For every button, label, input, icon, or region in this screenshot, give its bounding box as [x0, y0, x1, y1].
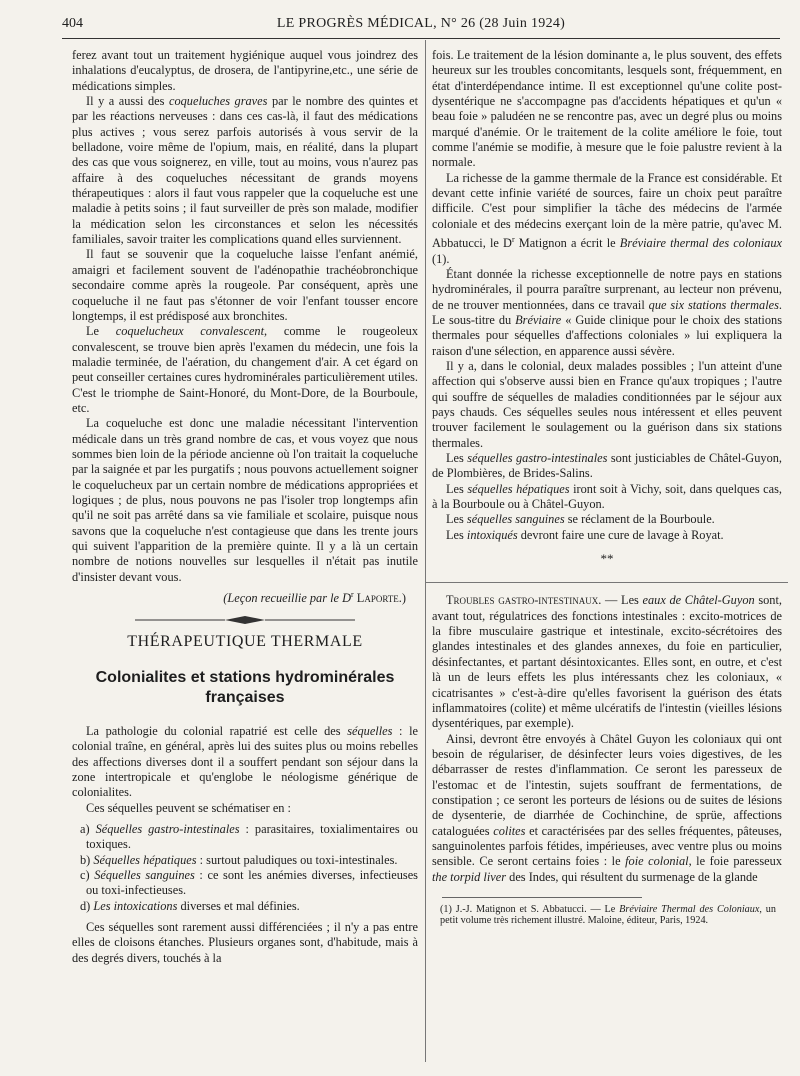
column-divider [425, 40, 426, 1062]
paragraph: fois. Le traitement de la lésion dominante a, le plus souvent, des effets heureux sur les troubles concomitants, lesquels sont, fréquemment, en état d'interdépendance intime. Il est exceptionnel qu'une colite post-dysentérique ne s'accompagne pas d'accidents hépatiques et qu'un « beau foie » paludéen ne se rencontre pas, avec un degré plus ou moins marqué d'anémie. Or le traitement de la colite améliore le foie, tout comme l'anémie se modifie, à mesure que le foie palustre revient à la normale. [432, 48, 782, 170]
paragraph: Troubles gastro-intestinaux. — Les eaux de Châtel-Guyon sont, avant tout, régulatrices des fonctions intestinales : excito-motrices de la fibre musculaire gastrique et intestinale, excito-sécrétoires des glandes intestinales et des glandes annexes, du foie en particulier, désinfectantes, et partant désintoxicantes. Elles sont, en outre, et c'est là un de leurs effets les plus intéressants chez les coloniaux, « cicatrisantes » c'est-à-dire qu'elles favorisent la guérison des états inflammatoires (colite) et même ulcératifs de l'intestin (vieilles lésions dysentériques, par exemple). [432, 593, 782, 731]
paragraph: ferez avant tout un traitement hygiénique auquel vous joindrez des inhalations d'eucalyptus, de drosera, de l'antipyrine,etc., une série de médications simples. [72, 48, 418, 93]
paragraph: Les séquelles sanguines se réclament de la Bourboule. [446, 512, 715, 527]
paragraph: Ces séquelles sont rarement aussi différenciées ; il n'y a pas entre elles de cloisons étanches. Plusieurs organes sont, d'habitude, mais à des degrés divers, touchés à la [72, 919, 418, 965]
paragraph: La pathologie du colonial rapatrié est celle des séquelles : le colonial traîne, en général, après lui des suites plus ou moins rebelles des affections diverses dont il a souffert pendant son séjour dans la zone intertropicale et qu'englobe le néologisme générique de colonialites. [72, 723, 418, 800]
paragraph: Il faut se souvenir que la coqueluche laisse l'enfant anémié, amaigri et facilement souvent de l'adénopathie trachéobronchique secondaire comme après la rougeole. Par conséquent, après une coqueluche il ne faut pas s'étonner de voir l'enfant tousser encore longtemps, il est prédisposé aux bronchites. [72, 247, 418, 323]
journal-title: LE PROGRÈS MÉDICAL, N° 26 (28 Juin 1924) [276, 16, 566, 31]
paragraph: La richesse de la gamme thermale de la France est considérable. Et devant cette infinie variété de sources, faire un choix peut paraître difficile. C'est pour simplifier la tâche des médecins de l'armée coloniale et des médecins exerçant loin de la mère patrie, qu'avec M. Abbatucci, le $D^r$ Matignon a écrit le Bréviaire thermal des coloniaux (1). [432, 170, 782, 266]
paragraph: Étant donnée la richesse exceptionnelle de notre pays en stations hydrominérales, il pourra paraître surprenant, au lecteur non prévenu, de ne trouver mentionnées, dans ce travail que six stations thermales. Le sous-titre du Bréviaire « Guide clinique pour le choix des stations thermales pour séquelles d'affections coloniales » lui expliquera la raison d'une sélection, en apparence aussi sévère. [432, 266, 783, 358]
paragraph: Les séquelles hépatiques iront soit à Vichy, soit, dans quelques cas, à la Bourboule ou à Châtel-Guyon. [432, 481, 782, 512]
section-rule [426, 582, 788, 583]
footnote-rule [442, 897, 642, 898]
paragraph: Les intoxiqués devront faire une cure de lavage à Royat. [446, 527, 724, 542]
ornament-divider [72, 614, 418, 624]
lecture-signature: (Leçon recueillie par le $D^r$ Laporte.) [223, 590, 406, 606]
paragraph: Ainsi, devront être envoyés à Châtel Guyon les coloniaux qui ont besoin de régulariser, de désinfecter leurs voies digestives, de les débarrasser de restes d'inflammation. Ce seront les paresseux de l'estomac et de l'intestin, sujets souffrant de fermentations, de constipation ; ce seront les porteurs de lésions ou de suites de lésions de dysenterie, de diarrhée de Cochinchine, de sprüe, affections cataloguées colites et caractérisées par des selles fréquentes, pâteuses, sanguinolentes parfois fétides, impérieuses, avec ventre plus ou moins sensible. Ce seront certains foies : le foie colonial, le foie paresseux the torpid liver des Indes, qui résultent du surmenage de la glande [432, 731, 782, 884]
paragraph: Le coquelucheux convalescent, comme le rougeoleux convalescent, se trouve bien après l'examen du médecin, une fois la maladie terminée, de l'aération, du changement d'air. A cet égard on peut conseiller certaines cures hydrominérales particulièrement utiles. C'est le triomphe de Saint-Honoré, du Mont-Dore, de la Bourboule, etc. [72, 324, 419, 415]
right-column [432, 48, 782, 927]
section-title: THÉRAPEUTIQUE THERMALE [127, 633, 363, 651]
header-rule [62, 38, 780, 39]
page-number: 404 [62, 16, 83, 31]
list-item: c) Séquelles sanguines : ce sont les anémies diverses, infectieuses ou toxi-infectieuses. [80, 867, 418, 898]
footnote: (1) J.-J. Matignon et S. Abbatucci. — Le Bréviaire Thermal des Coloniaux, un petit volume très richement illustré. Maloine, éditeur, Paris, 1924. [440, 903, 776, 927]
list-item: b) Séquelles hépatiques : surtout paludiques ou toxi-intestinales. [80, 852, 398, 867]
page-header [62, 14, 780, 36]
left-column [72, 48, 418, 966]
article-title: Colonialites et stations hydrominérales françaises [95, 668, 395, 706]
list-item: d) Les intoxications diverses et mal définies. [80, 898, 300, 913]
paragraph: Il y a aussi des coqueluches graves par le nombre des quintes et par les réactions nerveuses : dans ces cas-là, il faut des médications plus actives ; vous serez parfois autorisés à vous servir de la belladone, voire même de l'opium, mais, en réalité, dans la plupart des cas que vous soignerez, en ville, tout au moins, vous n'aurez pas affaire à des coqueluches nécessitant de grands moyens thérapeutiques : alors il faut vous rappeler que la coqueluche est une maladie à petits soins ; il faut surveiller de près son malade, modifier la médication selon les circonstances et selon les nécessités familiales, savoir traiter les complications quand elles surviennent. [72, 94, 418, 247]
list-item: a) Séquelles gastro-intestinales : parasitaires, toxialimentaires ou toxiques. [80, 821, 418, 852]
paragraph: Les séquelles gastro-intestinales sont justiciables de Châtel-Guyon, de Plombières, de Brides-Salins. [432, 451, 782, 481]
paragraph: La coqueluche est donc une maladie nécessitant l'intervention médicale dans un très grand nombre de cas, et vous voyez que nous sommes bien loin de la période ancienne où l'on traitait la coqueluche par la saignée et par les purgatifs ; nous pouvons actuellement soigner le coquelucheux par un certain nombre de médications appropriées et logiques ; de plus, nous pouvons ne pas l'isoler trop longtemps afin qu'il ne soit pas arrêté dans sa vie familiale et scolaire, puisque nous savons que la coqueluche n'est contagieuse que dans les trente jours qui suivent l'apparition de la première quinte. Il y a là un certain nombre de notions nouvelles sur lesquelles il n'était pas inutile d'insister devant vous. [72, 416, 418, 584]
paragraph: Il y a, dans le colonial, deux malades possibles ; l'un atteint d'une affection qui s'observe aussi bien en France qu'aux tropiques ; l'autre qui souffre de séquelles de maladies conditionnées par le séjour aux pays chauds. Ces séquelles seules nous intéressent et elles peuvent trouver facilement le soulagement ou la guérison dans six stations thermales. [432, 358, 782, 450]
asterism: ** [600, 551, 614, 567]
paragraph: Ces séquelles peuvent se schématiser en : [86, 800, 291, 815]
sequelae-list [72, 822, 418, 914]
